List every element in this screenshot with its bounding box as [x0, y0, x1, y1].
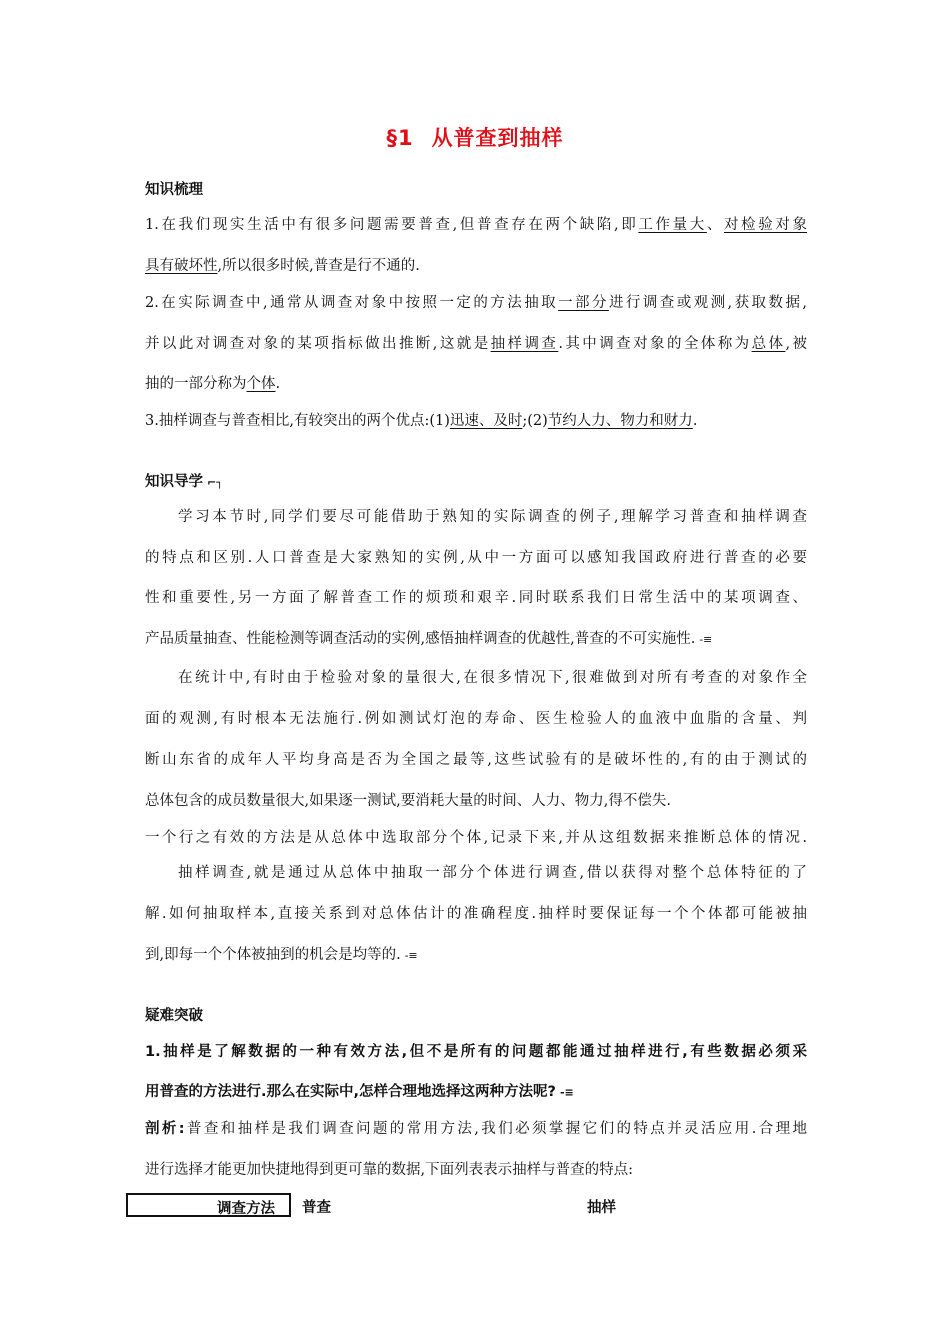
title-text: 从普查到抽样 — [431, 126, 564, 150]
guide-line-10: 抽样调查,就是通过从总体中抽取一部分个体进行调查,借以获得对整个总体特征的了 — [178, 865, 807, 881]
end-mark: -≡ — [699, 633, 713, 646]
analysis-line-2: 进行选择才能更加快捷地得到更可靠的数据,下面列表表示抽样与普查的特点: — [145, 1162, 633, 1178]
guide-line-1: 学习本节时,同学们要尽可能借助于熟知的实际调查的例子,理解学习普查和抽样调查 — [178, 509, 807, 525]
guide-line-5: 在统计中,有时由于检验对象的量很大,在很多情况下,很难做到对所有考查的对象作全 — [178, 670, 807, 686]
review-item-3: 3.抽样调查与普查相比,有较突出的两个优点:(1)迅速、及时;(2)节约人力、物力和财力. — [145, 413, 698, 429]
table-header-census: 普查 — [302, 1200, 331, 1216]
heading-difficulty: 疑难突破 — [145, 1008, 203, 1024]
guide-line-3: 性和重要性,另一方面了解普查工作的烦琐和艰辛.同时联系我们日常生活中的某项调查、 — [145, 590, 807, 606]
analysis-line-1: 剖析:普查和抽样是我们调查问题的常用方法,我们必须掌握它们的特点并灵活应用.合理地 — [145, 1121, 807, 1137]
review-item-2-line-1: 2.在实际调查中,通常从调查对象中按照一定的方法抽取一部分进行调查或观测,获取数据, — [145, 295, 808, 311]
review-item-1-line-2: 具有破坏性,所以很多时候,普查是行不通的. — [145, 258, 420, 274]
guide-line-4: 产品质量抽查、性能检测等调查活动的实例,感悟抽样调查的优越性,普查的不可实施性. -≡ — [145, 631, 713, 647]
heading-knowledge-guide: 知识导学 ⌐┐ — [145, 474, 223, 490]
guide-line-7: 断山东省的成年人平均身高是否为全国之最等,这些试验有的是破坏性的,有的由于测试的 — [145, 752, 807, 768]
guide-line-11: 解.如何抽取样本,直接关系到对总体估计的准确程度.抽样时要保证每一个个体都可能被抽 — [145, 906, 807, 922]
guide-line-2: 的特点和区别.人口普查是大家熟知的实例,从中一方面可以感知我国政府进行普查的必要 — [145, 550, 807, 566]
question-line-1: 1.抽样是了解数据的一种有效方法,但不是所有的问题都能通过抽样进行,有些数据必须采 — [145, 1044, 807, 1060]
analysis-label: 剖析: — [145, 1121, 185, 1137]
end-mark: -≡ — [404, 949, 418, 962]
review-item-2-line-3: 抽的一部分称为个体. — [145, 376, 281, 392]
guide-line-8: 总体包含的成员数量很大,如果逐一测试,要消耗大量的时间、人力、物力,得不偿失. — [145, 793, 671, 809]
section-number: §1 — [386, 126, 414, 150]
page-title — [0, 122, 950, 152]
heading-mark: ⌐┐ — [207, 476, 223, 489]
question-mark-sign: -≡ — [559, 1086, 574, 1099]
table-header-sampling: 抽样 — [587, 1200, 616, 1216]
review-item-1-line-1: 1.在我们现实生活中有很多问题需要普查,但普查存在两个缺陷,即工作量大、对检验对象 — [145, 217, 808, 233]
table-header-method: 调查方法 — [126, 1193, 291, 1217]
review-item-2-line-2: 并以此对调查对象的某项指标做出推断,这就是抽样调查.其中调查对象的全体称为总体,被 — [145, 336, 808, 352]
guide-line-6: 面的观测,有时根本无法施行.例如测试灯泡的寿命、医生检验人的血液中血脂的含量、判 — [145, 711, 807, 727]
question-line-2: 用普查的方法进行.那么在实际中,怎样合理地选择这两种方法呢? -≡ — [145, 1084, 574, 1100]
guide-line-9: 一个行之有效的方法是从总体中选取部分个体,记录下来,并从这组数据来推断总体的情况. — [145, 830, 807, 846]
heading-knowledge-review: 知识梳理 — [145, 182, 203, 198]
guide-line-12: 到,即每一个个体被抽到的机会是均等的. -≡ — [145, 947, 418, 963]
